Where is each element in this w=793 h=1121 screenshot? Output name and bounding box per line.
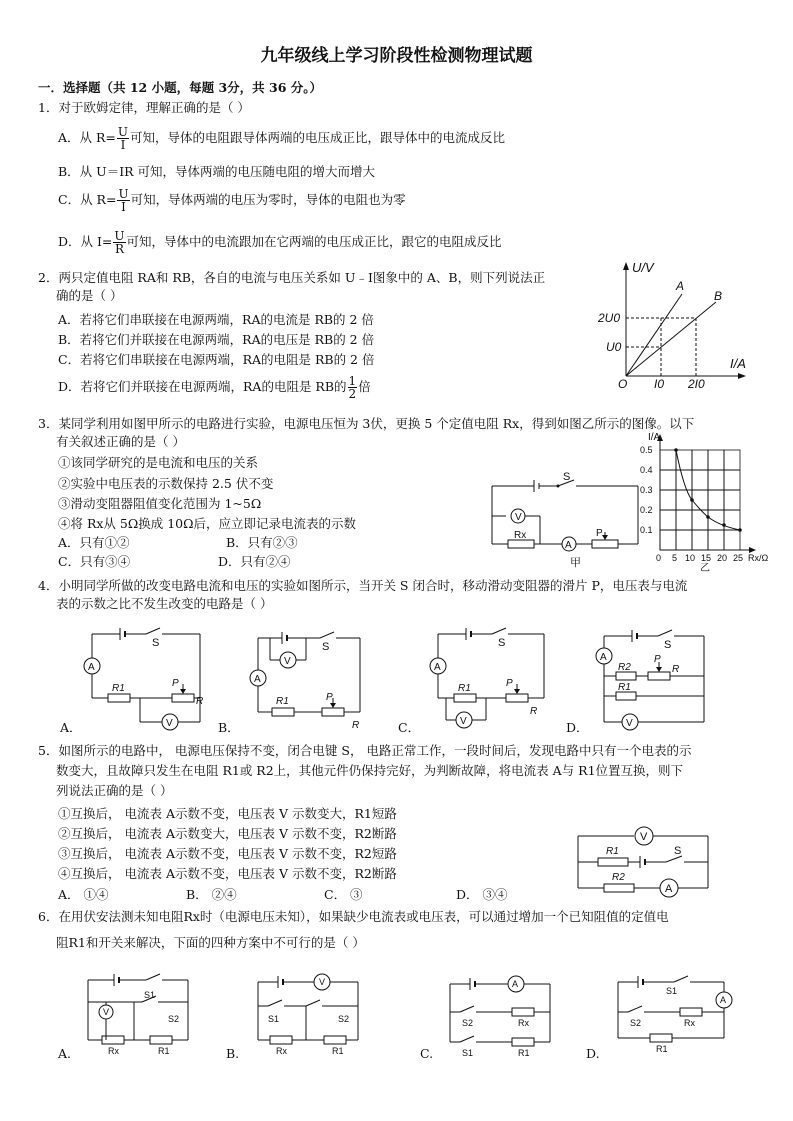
q1-option-a: A．从 R= $\frac{U}{I}$ 可知，导体的电阻跟导体两端的电压成正比，跟导体中的电流成反比	[58, 125, 506, 152]
q4a-voltmeter-label: V	[166, 718, 173, 729]
q4-option-a: A．	[60, 720, 82, 735]
q6d-rx-label: Rx	[684, 1018, 695, 1028]
q2-y1-label: U0	[606, 340, 622, 354]
q6-option-c: C.	[420, 1046, 434, 1061]
q2-option-b: B．若将它们并联接在电源两端，RA的电压是 RB的 2 倍	[58, 332, 375, 347]
q6d-s2-label: S2	[630, 1018, 642, 1028]
q5-stem-cont2: 列说法正确的是（ ）	[56, 783, 173, 798]
q4-circuit-d	[592, 628, 722, 738]
q6-option-d: D.	[586, 1046, 600, 1061]
q6c-ammeter-label: A	[512, 979, 519, 989]
q3-statement-4: ④将 Rx从 5Ω换成 10Ω后，应立即记录电流表的示数	[58, 516, 356, 531]
q2-x1-label: I0	[654, 377, 665, 391]
q3-x-tick: 0	[656, 553, 662, 563]
q4c-switch-label: S	[498, 637, 506, 649]
q4b-r1-label: R1	[276, 696, 289, 707]
q4-option-d: D．	[566, 720, 589, 735]
q4-stem-cont: 表的示数之比不发生改变的电路是（ ）	[56, 596, 273, 611]
q6d-r1-label: R1	[656, 1044, 668, 1054]
q4a-r-label: R	[196, 696, 204, 707]
q3-graph	[628, 430, 778, 574]
q6-circuit-b	[254, 972, 364, 1056]
q3-option-b: B．只有②③	[226, 535, 298, 550]
q5-switch-label: S	[674, 845, 682, 857]
q3-switch-label: S	[563, 471, 571, 483]
q2-x2-label: 2I0	[688, 377, 705, 391]
q6a-s1-label: S1	[144, 990, 156, 1000]
q4c-p-label: P	[506, 678, 513, 689]
q2-option-d: D．若将它们并联接在电源两端，RA的电阻是 RB的 $\frac{1}{2}$ 倍	[58, 374, 371, 401]
q3-option-c: C．只有③④	[58, 554, 131, 569]
q3-stem: 3．某同学利用如图甲所示的电路进行实验，电源电压恒为 3伏，更换 5 个定值电阻 Rx，得到如图乙所示的图像。以下	[38, 416, 695, 431]
q3-resistor-label: Rx	[514, 530, 527, 541]
q6-option-a: A.	[58, 1046, 72, 1061]
q5-circuit-diagram	[574, 826, 714, 900]
q5-ammeter-label: A	[665, 883, 673, 895]
q4c-r-label: R	[530, 706, 538, 717]
q6c-rx-label: Rx	[518, 1018, 529, 1028]
q4-circuit-a	[80, 624, 210, 734]
q4d-voltmeter-label: V	[626, 718, 633, 729]
q3-statement-3: ③滑动变阻器阻值变化范围为 1~5Ω	[58, 496, 262, 511]
q5-option-b: B． ②④	[186, 887, 237, 902]
q3-circuit-diagram	[488, 468, 648, 568]
q6-circuit-a	[84, 972, 194, 1056]
q5-statement-1: ①互换后， 电流表 A示数不变，电压表 V 示数变大，R1短路	[58, 806, 397, 821]
q6b-rx-label: Rx	[276, 1046, 287, 1056]
q6-circuit-d	[614, 972, 744, 1052]
q4b-ammeter-label: A	[254, 674, 261, 685]
q4d-ammeter-label: A	[600, 652, 607, 663]
q3-y-tick: 0.3	[640, 485, 653, 495]
q3-option-a: A．只有①②	[58, 535, 130, 550]
q6a-s2-label: S2	[168, 1014, 180, 1024]
q2-y-axis-label: U/V	[632, 260, 654, 275]
q2-stem: 2．两只定值电阻 RA和 RB，各自的电流与电压关系如 U﹣I图象中的 A、B，则下列说法正	[38, 270, 546, 285]
q3-x-tick: 10	[685, 553, 696, 563]
q4a-ammeter-label: A	[88, 662, 95, 673]
q4a-switch-label: S	[152, 637, 160, 649]
q3-option-d: D．只有②④	[218, 554, 291, 569]
q5-option-c: C． ③	[324, 887, 363, 902]
q5-statement-3: ③互换后， 电流表 A示数不变，电压表 V 示数不变，R2短路	[58, 846, 397, 861]
q3-graph-y-axis-label: I/A	[648, 432, 661, 443]
q6-circuit-c	[446, 976, 556, 1056]
q3-voltmeter-label: V	[515, 512, 522, 523]
q6d-ammeter-label: A	[720, 995, 727, 1005]
q3-graph-grid	[660, 450, 740, 550]
q3-y-tick: 0.1	[640, 525, 653, 535]
q6b-s1-label: S1	[268, 1014, 280, 1024]
q5-stem-cont: 数变大，且故障只发生在电阻 R1或 R2上，其他元件仍保持完好，为判断故障，将电流表 A与 R1位置互换，则下	[56, 763, 684, 778]
q6b-r1-label: R1	[332, 1046, 344, 1056]
q5-stem: 5．如图所示的电路中， 电源电压保持不变，闭合电键 S， 电路正常工作，一段时间后，发现电路中只有一个电表的示	[38, 743, 692, 758]
q3-x-tick: 15	[701, 553, 712, 563]
q2-x-axis-label: I/A	[730, 356, 746, 371]
q4c-voltmeter-label: V	[460, 716, 467, 727]
q3-slider-label: P	[596, 528, 603, 539]
q6-stem-cont: 阻R1和开关来解决，下面的四种方案中不可行的是（ ）	[56, 935, 365, 950]
q6c-s1-label: S1	[462, 1048, 474, 1058]
q3-x-tick: 20	[717, 553, 728, 563]
q4-option-c: C．	[398, 720, 421, 735]
q1-option-b: B．从 U＝IR 可知，导体两端的电压随电阻的增大而增大	[58, 164, 376, 179]
q5-r1-label: R1	[606, 846, 619, 857]
q6a-rx-label: Rx	[108, 1046, 119, 1056]
q1-stem: 1．对于欧姆定律，理解正确的是（ ）	[38, 100, 250, 115]
q5-voltmeter-label: V	[640, 831, 648, 843]
q6a-r1-label: R1	[158, 1046, 170, 1056]
page-title: 九年级线上学习阶段性检测物理试题	[260, 46, 533, 66]
q3-y-tick: 0.2	[640, 505, 653, 515]
q3-y-tick: 0.4	[640, 465, 653, 475]
q2-stem-cont: 确的是（ ）	[56, 288, 123, 303]
q2-line-b-label: B	[714, 289, 723, 303]
q3-fig-b-label: 乙	[700, 563, 710, 574]
q4-circuit-c	[426, 624, 556, 734]
q4b-p-label: P	[326, 692, 333, 703]
q4a-p-label: P	[172, 678, 179, 689]
q5-option-a: A． ①④	[58, 887, 109, 902]
q6-stem: 6．在用伏安法测未知电阻Rx时（电源电压未知），如果缺少电流表或电压表，可以通过增加一个已知阻值的定值电	[38, 909, 669, 924]
q4c-ammeter-label: A	[434, 662, 441, 673]
q2-y2-label: 2U0	[598, 311, 621, 325]
q2-origin: O	[618, 377, 628, 391]
q1-option-d: D．从 I= $\frac{U}{R}$ 可知，导体中的电流跟加在它两端的电压成正比，跟它的电阻成反比	[58, 229, 502, 256]
q1-option-c: C．从 R= $\frac{U}{I}$ 可知，导体两端的电压为零时，导体的电阻也为零	[58, 187, 406, 214]
q2-option-c: C．若将它们串联接在电源两端，RA的电阻是 RB的 2 倍	[58, 352, 375, 367]
q4d-switch-label: S	[664, 639, 672, 651]
q6c-s2-label: S2	[462, 1018, 474, 1028]
q2-option-a: A．若将它们串联接在电源两端，RA的电流是 RB的 2 倍	[58, 312, 374, 327]
q5-r2-label: R2	[612, 872, 625, 883]
q2-ui-graph	[590, 258, 760, 391]
q4d-r1-label: R1	[618, 682, 631, 693]
q6d-s1-label: S1	[666, 986, 678, 996]
q4b-r-label: R	[352, 720, 360, 731]
q4b-voltmeter-label: V	[284, 656, 291, 667]
q3-stem-cont: 有关叙述正确的是（ ）	[56, 434, 185, 449]
q4a-r1-label: R1	[112, 683, 125, 694]
q4-stem: 4．小明同学所做的改变电路电流和电压的实验如图所示，当开关 S 闭合时，移动滑动变阻器的滑片 P，电压表与电流	[38, 578, 688, 593]
q4b-switch-label: S	[322, 641, 330, 653]
q3-ammeter-label: A	[565, 540, 572, 551]
q3-statement-1: ①该同学研究的是电流和电压的关系	[58, 455, 259, 470]
q5-option-d: D． ③④	[456, 887, 508, 902]
q4d-r-label: R	[672, 664, 680, 675]
q6a-voltmeter-label: V	[103, 1007, 110, 1017]
q5-statement-4: ④互换后， 电流表 A示数不变，电压表 V 示数不变，R2断路	[58, 866, 397, 881]
q6c-r1-label: R1	[518, 1048, 530, 1058]
q3-graph-x-axis-label: Rx/Ω	[748, 553, 769, 563]
q6-option-b: B.	[226, 1046, 240, 1061]
q4-circuit-b	[248, 630, 378, 730]
q3-x-tick: 25	[733, 553, 744, 563]
q4d-r2-label: R2	[618, 662, 631, 673]
section-heading: 一．选择题（共 12 小题，每题 3分，共 36 分。）	[38, 80, 322, 95]
q3-y-tick: 0.5	[640, 445, 653, 455]
q4c-r1-label: R1	[458, 683, 471, 694]
q3-statement-2: ②实验中电压表的示数保持 2.5 伏不变	[58, 476, 274, 491]
q3-x-tick: 5	[672, 553, 678, 563]
q3-fig-a-label: 甲	[570, 557, 581, 569]
q5-statement-2: ②互换后， 电流表 A示数变大，电压表 V 示数不变，R2断路	[58, 826, 397, 841]
q2-line-a-label: A	[676, 279, 685, 293]
q6b-voltmeter-label: V	[319, 977, 326, 987]
q4d-p-label: P	[654, 654, 661, 665]
q6b-s2-label: S2	[338, 1014, 350, 1024]
q4-option-b: B．	[218, 720, 240, 735]
